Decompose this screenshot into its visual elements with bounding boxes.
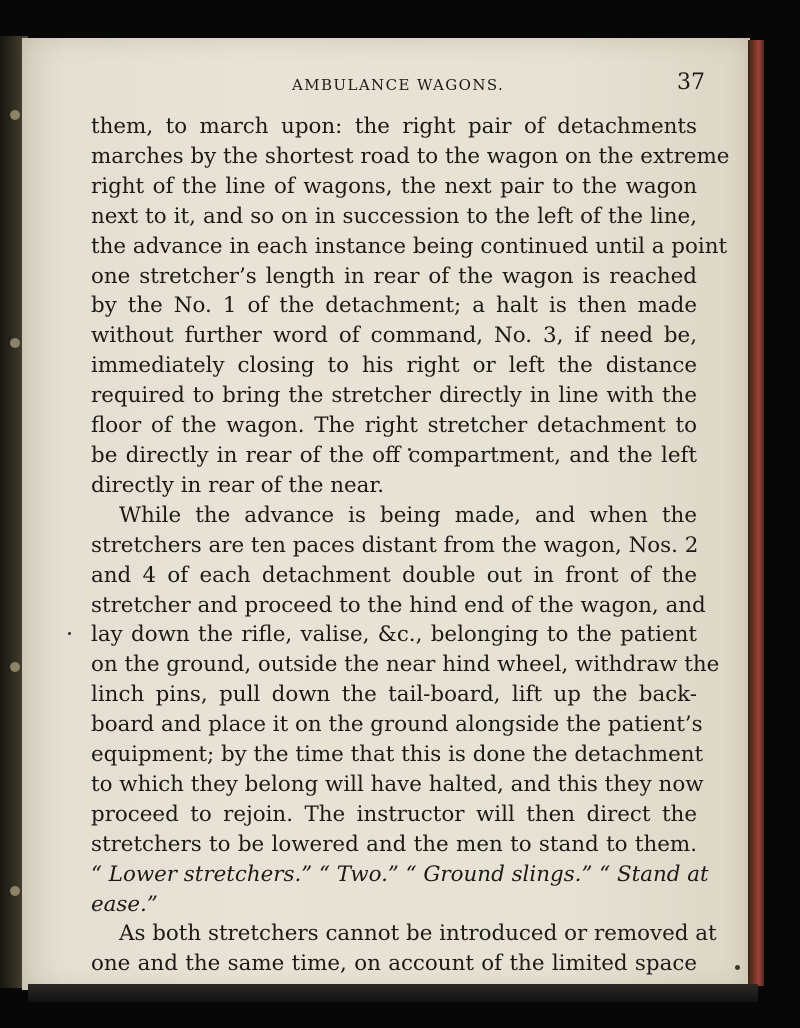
running-title: AMBULANCE WAGONS. [292, 76, 505, 94]
text-line: ease.” [91, 891, 158, 917]
text-line: directly in rear of the near. [91, 472, 385, 498]
text-line: stretchers to be lowered and the men to stand to them. [91, 831, 697, 857]
text-line: stretcher and proceed to the hind end of the wagon, and [91, 592, 706, 618]
binding-thread-mark [10, 886, 20, 896]
text-line: to which they belong will have halted, and this they now [91, 771, 704, 797]
page-number: 37 [677, 70, 705, 95]
text-line: “ Lower stretchers.” “ Two.” “ Ground slings.” “ Stand at [91, 861, 709, 887]
text-line: board and place it on the ground alongside the patient’s [91, 712, 703, 738]
text-line: without further word of command, No. 3, if need be, [91, 323, 697, 349]
text-line: one stretcher’s length in rear of the wagon is reached [91, 263, 697, 289]
text-line: the advance in each instance being continued until a point [91, 233, 728, 259]
text-line: proceed to rejoin. The instructor will then direct the [91, 801, 697, 827]
text-line: floor of the wagon. The right stretcher detachment to [91, 413, 697, 439]
text-line: right of the line of wagons, the next pair to the wagon [91, 173, 697, 199]
text-line: While the advance is being made, and when the [119, 502, 697, 528]
binding-thread-mark [10, 110, 20, 120]
text-line: be directly in rear of the off compartment, and the left [91, 442, 697, 468]
paper-speck [68, 632, 71, 635]
text-line: equipment; by the time that this is done the detachment [91, 742, 704, 768]
text-line: linch pins, pull down the tail-board, lift up the back- [91, 682, 697, 708]
text-line: by the No. 1 of the detachment; a halt is then made [91, 293, 697, 319]
text-line: on the ground, outside the near hind wheel, withdraw the [91, 652, 720, 678]
text-line: them, to march upon: the right pair of detachments [91, 114, 697, 139]
binding-thread-mark [10, 338, 20, 348]
text-line: lay down the rifle, valise, &c., belonging to the patient [91, 622, 697, 648]
text-line: next to it, and so on in succession to the left of the line, [91, 203, 697, 229]
text-line: immediately closing to his right or left the distance [91, 353, 697, 379]
binding-thread-mark [10, 662, 20, 672]
paper-speck [735, 965, 740, 970]
text-line: required to bring the stretcher directly in line with the [91, 383, 697, 409]
text-line: marches by the shortest road to the wagon on the extreme [91, 143, 730, 169]
body-text [91, 112, 730, 979]
text-line: and 4 of each detachment double out in front of the [91, 562, 697, 588]
text-line: one and the same time, on account of the limited space [91, 951, 697, 977]
running-head [70, 70, 710, 100]
text-line: stretchers are ten paces distant from the wagon, Nos. 2 [91, 532, 699, 558]
page-bottom-shadow [28, 984, 758, 1002]
text-line: As both stretchers cannot be introduced or removed at [119, 921, 717, 947]
page-fore-edge [748, 40, 764, 986]
